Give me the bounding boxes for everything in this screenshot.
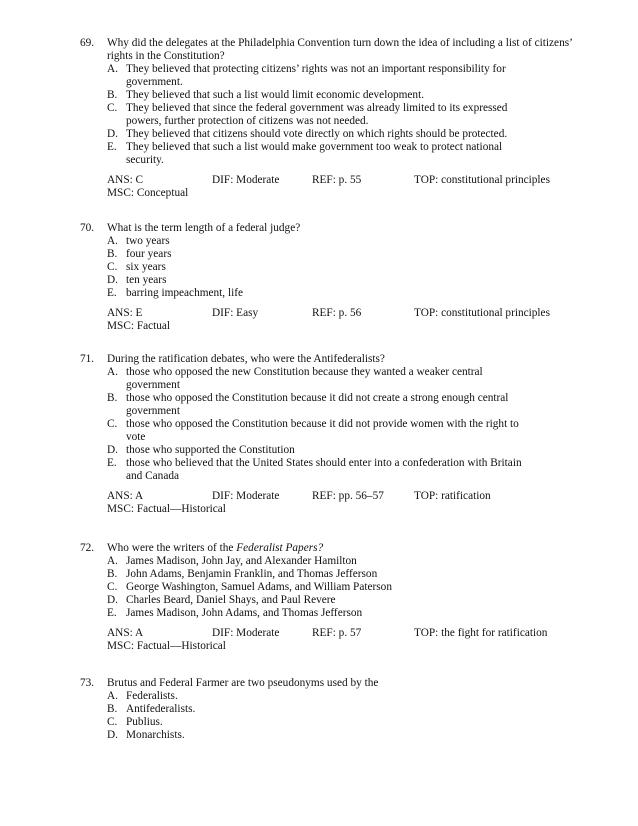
option-text: six years (126, 261, 166, 273)
option-text: Antifederalists. (126, 703, 196, 715)
answer-option (80, 287, 600, 300)
option-letter: B. (107, 248, 118, 260)
option-text: two years (126, 235, 170, 247)
answer-metadata (80, 307, 600, 320)
option-text: They believed that since the federal government was already limited to its expressed (126, 102, 508, 114)
option-text: four years (126, 248, 172, 260)
question-number: 71. (80, 353, 95, 365)
option-text: vote (126, 431, 146, 443)
question-stem: What is the term length of a federal judge? (107, 222, 301, 234)
option-text: Federalists. (126, 690, 178, 702)
answer-option (80, 366, 600, 379)
answer-metadata (80, 174, 600, 187)
answer-option (80, 261, 600, 274)
option-text: government. (126, 76, 183, 88)
option-letter: C. (107, 716, 118, 728)
topic: TOP: the fight for ratification (414, 627, 548, 639)
question-70 (80, 222, 600, 333)
option-letter: D. (107, 128, 118, 140)
misc-category: MSC: Factual—Historical (107, 503, 226, 515)
option-text: security. (126, 154, 164, 166)
option-letter: C. (107, 102, 118, 114)
topic: TOP: constitutional principles (414, 174, 550, 186)
option-letter: E. (107, 141, 117, 153)
misc-category: MSC: Factual—Historical (107, 640, 226, 652)
question-number: 70. (80, 222, 95, 234)
question-number: 73. (80, 677, 95, 689)
option-letter: A. (107, 366, 118, 378)
option-text: those who believed that the United States should enter into a confederation with Britain (126, 457, 522, 469)
option-letter: E. (107, 287, 117, 299)
option-letter: C. (107, 418, 118, 430)
answer-option (80, 568, 600, 581)
option-letter: B. (107, 703, 118, 715)
answer-option (80, 607, 600, 620)
option-letter: D. (107, 594, 118, 606)
option-letter: E. (107, 607, 117, 619)
answer-option (80, 235, 600, 248)
question-69 (80, 37, 600, 200)
answer-option (80, 128, 600, 141)
answer-option (80, 457, 600, 470)
option-text: powers, further protection of citizens was not needed. (126, 115, 369, 127)
answer-option (80, 690, 600, 703)
topic: TOP: ratification (414, 490, 491, 502)
question-72 (80, 542, 600, 653)
answer-option (80, 89, 600, 102)
question-stem: Brutus and Federal Farmer are two pseudonyms used by the (107, 677, 379, 689)
option-text: those who supported the Constitution (126, 444, 295, 456)
option-text: ten years (126, 274, 167, 286)
option-text: Charles Beard, Daniel Shays, and Paul Revere (126, 594, 336, 606)
question-stem-text: Who were the writers of the (107, 542, 237, 554)
page-reference: REF: pp. 56–57 (312, 490, 384, 502)
option-letter: C. (107, 581, 118, 593)
answer-option (80, 248, 600, 261)
option-text: Publius. (126, 716, 163, 728)
answer-metadata (80, 490, 600, 503)
option-letter: A. (107, 235, 118, 247)
option-text: They believed that protecting citizens’ rights was not an important responsibility for (126, 63, 506, 75)
answer-key: ANS: E (107, 307, 143, 319)
option-text: Monarchists. (126, 729, 185, 741)
answer-option (80, 141, 600, 154)
option-text: those who opposed the new Constitution because they wanted a weaker central (126, 366, 483, 378)
option-text: those who opposed the Constitution because it did not provide women with the right to (126, 418, 519, 430)
misc-category: MSC: Conceptual (107, 187, 189, 199)
answer-key: ANS: A (107, 490, 144, 502)
option-letter: B. (107, 392, 118, 404)
option-text: James Madison, John Jay, and Alexander Hamilton (126, 555, 357, 567)
option-letter: D. (107, 444, 118, 456)
answer-option (80, 729, 600, 742)
question-stem: rights in the Constitution? (107, 50, 225, 62)
option-letter: A. (107, 63, 118, 75)
difficulty: DIF: Moderate (212, 627, 280, 639)
page-reference: REF: p. 57 (312, 627, 362, 639)
option-letter: D. (107, 729, 118, 741)
option-text: barring impeachment, life (126, 287, 244, 299)
answer-option (80, 716, 600, 729)
option-letter: A. (107, 690, 118, 702)
book-title: Federalist Papers? (236, 542, 324, 554)
option-letter: E. (107, 457, 117, 469)
answer-option (80, 703, 600, 716)
question-stem (107, 542, 323, 555)
option-letter: B. (107, 568, 118, 580)
question-number: 72. (80, 542, 95, 554)
difficulty: DIF: Moderate (212, 174, 280, 186)
answer-option (80, 63, 600, 76)
option-text: George Washington, Samuel Adams, and William Paterson (126, 581, 392, 593)
option-letter: C. (107, 261, 118, 273)
difficulty: DIF: Easy (212, 307, 259, 319)
answer-option (80, 581, 600, 594)
option-letter: D. (107, 274, 118, 286)
option-letter: B. (107, 89, 118, 101)
question-number: 69. (80, 37, 95, 49)
page-reference: REF: p. 56 (312, 307, 362, 319)
option-text: James Madison, John Adams, and Thomas Jefferson (126, 607, 363, 619)
option-text: government (126, 379, 180, 391)
answer-option (80, 102, 600, 115)
option-text: those who opposed the Constitution because it did not create a strong enough central (126, 392, 509, 404)
answer-option (80, 594, 600, 607)
option-text: John Adams, Benjamin Franklin, and Thomas Jefferson (126, 568, 378, 580)
difficulty: DIF: Moderate (212, 490, 280, 502)
option-text: They believed that such a list would limit economic development. (126, 89, 425, 101)
answer-option (80, 274, 600, 287)
answer-metadata (80, 627, 600, 640)
answer-option (80, 418, 600, 431)
answer-option (80, 555, 600, 568)
answer-key: ANS: A (107, 627, 144, 639)
question-73 (80, 677, 600, 742)
question-stem: During the ratification debates, who were the Antifederalists? (107, 353, 385, 365)
answer-key: ANS: C (107, 174, 144, 186)
answer-option (80, 444, 600, 457)
answer-option (80, 392, 600, 405)
option-text: They believed that such a list would make government too weak to protect national (126, 141, 503, 153)
question-71 (80, 353, 600, 516)
question-stem: Why did the delegates at the Philadelphia Convention turn down the idea of including a list of citizens’ (107, 37, 573, 49)
option-text: and Canada (126, 470, 180, 482)
page-reference: REF: p. 55 (312, 174, 362, 186)
topic: TOP: constitutional principles (414, 307, 550, 319)
option-text: government (126, 405, 180, 417)
option-text: They believed that citizens should vote directly on which rights should be protected. (126, 128, 508, 140)
misc-category: MSC: Factual (107, 320, 171, 332)
option-letter: A. (107, 555, 118, 567)
